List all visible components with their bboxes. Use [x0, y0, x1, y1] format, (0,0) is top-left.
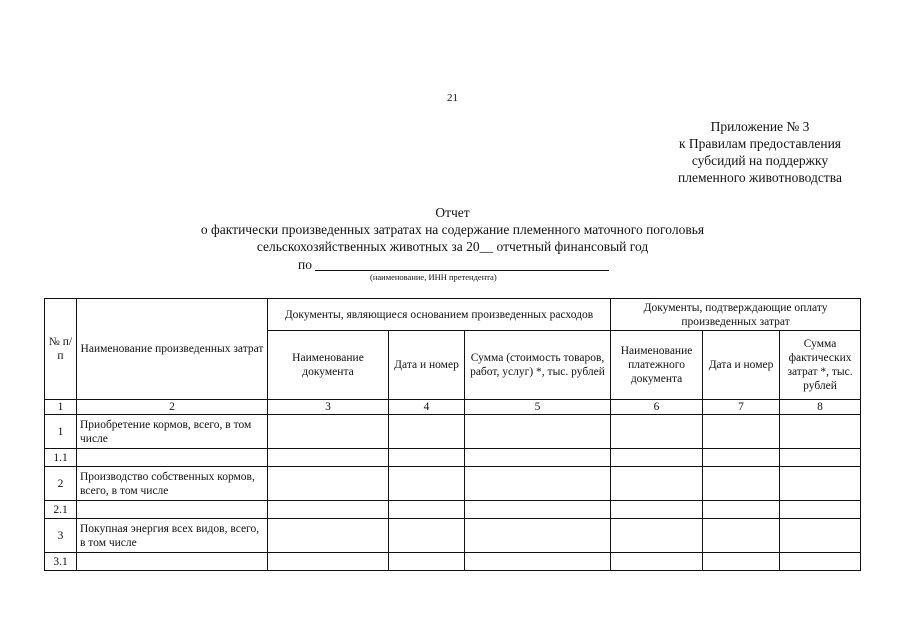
header-row — [45, 299, 861, 331]
row-name: Приобретение кормов, всего, в том числе — [77, 415, 268, 449]
column-number: 5 — [465, 400, 611, 415]
header-date-num: Дата и номер — [389, 331, 465, 400]
header-group-payment: Документы, подтверждающие оплату произведенных затрат — [611, 299, 861, 331]
table-cell — [703, 467, 780, 501]
row-name — [77, 449, 268, 467]
header-sum-actual: Сумма фактических затрат *, тыс. рублей — [780, 331, 861, 400]
column-number: 4 — [389, 400, 465, 415]
table-row — [45, 467, 861, 501]
table-cell — [703, 415, 780, 449]
table-cell — [780, 467, 861, 501]
table-row — [45, 449, 861, 467]
row-name: Производство собственных кормов, всего, в том числе — [77, 467, 268, 501]
table-row — [45, 519, 861, 553]
row-num: 1 — [45, 415, 77, 449]
column-number: 8 — [780, 400, 861, 415]
page-number: 21 — [447, 92, 458, 104]
table-cell — [389, 501, 465, 519]
table-cell — [780, 519, 861, 553]
header-date-num: Дата и номер — [703, 331, 780, 400]
table-cell — [611, 501, 703, 519]
applicant-blank-line — [315, 270, 609, 271]
row-num: 1.1 — [45, 449, 77, 467]
column-number: 2 — [77, 400, 268, 415]
header-doc-name: Наименование документа — [268, 331, 389, 400]
row-num: 3.1 — [45, 553, 77, 571]
table-cell — [389, 553, 465, 571]
table-cell — [780, 415, 861, 449]
row-num: 2 — [45, 467, 77, 501]
table-cell — [465, 449, 611, 467]
table-cell — [611, 467, 703, 501]
appendix-line: племенного животноводства — [678, 170, 842, 185]
header-num: № п/п — [45, 299, 77, 400]
table-cell — [611, 553, 703, 571]
title-line: Отчет — [435, 205, 470, 220]
header-group-basis: Документы, являющиеся основанием произведенных расходов — [268, 299, 611, 331]
table-row — [45, 415, 861, 449]
appendix-block — [600, 118, 905, 186]
appendix-line: к Правилам предоставления — [678, 136, 842, 151]
table-cell — [703, 519, 780, 553]
column-number: 3 — [268, 400, 389, 415]
row-num: 3 — [45, 519, 77, 553]
table-cell — [389, 467, 465, 501]
table-cell — [611, 415, 703, 449]
table-cell — [780, 501, 861, 519]
column-number: 6 — [611, 400, 703, 415]
table-row — [45, 501, 861, 519]
table-cell — [268, 553, 389, 571]
table-cell — [389, 449, 465, 467]
title-line: сельскохозяйственных животных за 20__ отчетный финансовый год — [256, 239, 649, 254]
table-cell — [268, 415, 389, 449]
row-name — [77, 553, 268, 571]
appendix-line: Приложение № 3 — [710, 119, 810, 134]
report-title — [0, 204, 905, 255]
table-cell — [465, 553, 611, 571]
applicant-note: (наименование, ИНН претендента) — [370, 272, 497, 282]
column-number-row — [45, 400, 861, 415]
table-cell — [703, 449, 780, 467]
table-cell — [611, 449, 703, 467]
column-number: 1 — [45, 400, 77, 415]
table-cell — [465, 519, 611, 553]
row-name: Покупная энергия всех видов, всего, в том числе — [77, 519, 268, 553]
header-sum-cost: Сумма (стоимость товаров, работ, услуг) *, тыс. рублей — [465, 331, 611, 400]
applicant-label: по — [298, 257, 312, 272]
table-cell — [780, 449, 861, 467]
table-cell — [780, 553, 861, 571]
table-cell — [465, 467, 611, 501]
table-cell — [268, 467, 389, 501]
table-cell — [389, 519, 465, 553]
row-name — [77, 501, 268, 519]
table-row — [45, 553, 861, 571]
table-cell — [268, 519, 389, 553]
table-cell — [389, 415, 465, 449]
table-cell — [611, 519, 703, 553]
table-cell — [465, 415, 611, 449]
column-number: 7 — [703, 400, 780, 415]
title-line: о фактически произведенных затратах на содержание племенного маточного поголовья — [200, 222, 705, 237]
appendix-line: субсидий на поддержку — [691, 153, 829, 168]
table-cell — [268, 501, 389, 519]
header-pay-doc-name: Наименование платежного документа — [611, 331, 703, 400]
table-cell — [465, 501, 611, 519]
report-table — [44, 298, 861, 571]
table-cell — [268, 449, 389, 467]
table-cell — [703, 501, 780, 519]
row-num: 2.1 — [45, 501, 77, 519]
table-cell — [703, 553, 780, 571]
header-name: Наименование произведенных затрат — [77, 299, 268, 400]
